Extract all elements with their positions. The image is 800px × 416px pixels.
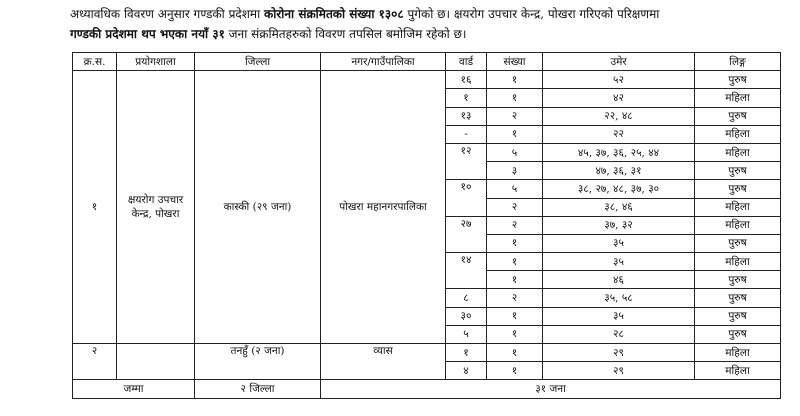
ward-cell: ४	[446, 362, 487, 380]
header-municipality: नगर/गाउँपालिका	[321, 53, 446, 71]
gender-cell: महिला	[695, 143, 781, 161]
ward-cell: १	[446, 89, 487, 107]
count-cell: १	[487, 307, 543, 325]
age-cell: ३५	[543, 307, 695, 325]
table-row	[73, 71, 781, 89]
header-count: संख्या	[487, 53, 543, 71]
count-cell: १	[487, 234, 543, 252]
group2-district: तनहुँ (२ जना)	[195, 344, 321, 380]
ward-cell: १	[446, 344, 487, 362]
age-cell: ३८, २७, ४८, ३७, ३०	[543, 180, 695, 198]
header-ward: वार्ड	[446, 53, 487, 71]
gender-cell: पुरुष	[695, 180, 781, 198]
count-cell: १	[487, 362, 543, 380]
count-cell: १	[487, 253, 543, 271]
age-cell: ४६	[543, 271, 695, 289]
count-cell: २	[487, 198, 543, 216]
gender-cell: पुरुष	[695, 71, 781, 89]
header-row	[73, 53, 781, 71]
header-gender: लिङ्ग	[695, 53, 781, 71]
count-cell: ३	[487, 162, 543, 180]
gender-cell: महिला	[695, 125, 781, 143]
age-cell: ४७, ३६, ३१	[543, 162, 695, 180]
intro-paragraph	[70, 4, 785, 44]
intro-text: जना संक्रमितहरुको विवरण तपसिल बमोजिम रहेको छ।	[224, 27, 467, 41]
ward-cell: १६	[446, 71, 487, 89]
age-cell: ५२	[543, 71, 695, 89]
cases-table	[72, 52, 781, 399]
ward-cell: ५	[446, 325, 487, 343]
count-cell: १	[487, 89, 543, 107]
group1-sn: १	[73, 71, 117, 344]
group2-municipality: व्यास	[321, 344, 446, 380]
table-row	[73, 344, 781, 362]
count-cell: ५	[487, 143, 543, 161]
gender-cell: पुरुष	[695, 271, 781, 289]
header-lab: प्रयोगशाला	[117, 53, 195, 71]
ward-cell: १४	[446, 253, 487, 289]
ward-cell: ३०	[446, 307, 487, 325]
age-cell: २८	[543, 325, 695, 343]
ward-cell: -	[446, 125, 487, 143]
age-cell: ३५	[543, 234, 695, 252]
count-cell: ५	[487, 180, 543, 198]
age-cell: २९	[543, 344, 695, 362]
gender-cell: पुरुष	[695, 325, 781, 343]
count-cell: १	[487, 125, 543, 143]
age-cell: २२, ४८	[543, 107, 695, 125]
ward-cell: ८	[446, 289, 487, 307]
header-district: जिल्ला	[195, 53, 321, 71]
group2-lab	[117, 344, 195, 380]
age-cell: ३५, ५८	[543, 289, 695, 307]
count-cell: १	[487, 325, 543, 343]
intro-bold-new: गण्डकी प्रदेशमा थप भएका नयाँ ३१	[70, 27, 225, 41]
header-sn: क्र.स.	[73, 53, 117, 71]
count-cell: १	[487, 344, 543, 362]
ward-cell: १०	[446, 180, 487, 216]
ward-cell: १२	[446, 143, 487, 179]
ward-cell: २७	[446, 216, 487, 252]
gender-cell: महिला	[695, 216, 781, 234]
header-age: उमेर	[543, 53, 695, 71]
intro-text: अध्यावधिक विवरण अनुसार गण्डकी प्रदेशमा	[70, 7, 265, 21]
count-cell: १	[487, 271, 543, 289]
count-cell: २	[487, 216, 543, 234]
age-cell: ३८, ४६	[543, 198, 695, 216]
intro-line-2	[70, 24, 785, 44]
age-cell: ४२	[543, 89, 695, 107]
gender-cell: महिला	[695, 362, 781, 380]
footer-label: जम्मा	[73, 380, 195, 398]
age-cell: २९	[543, 362, 695, 380]
gender-cell: महिला	[695, 89, 781, 107]
footer-districts: २ जिल्ला	[195, 380, 321, 398]
group1-district: कास्की (२९ जना)	[195, 71, 321, 344]
gender-cell: महिला	[695, 198, 781, 216]
age-cell: २२	[543, 125, 695, 143]
intro-text: पुगेको छ। क्षयरोग उपचार केन्द्र, पोखरा गरिएको परिक्षणमा	[403, 7, 660, 21]
age-cell: ३७, ३२	[543, 216, 695, 234]
age-cell: ४५, ३७, ३६, २५, ४४	[543, 143, 695, 161]
group2-sn: २	[73, 344, 117, 380]
count-cell: २	[487, 289, 543, 307]
gender-cell: महिला	[695, 344, 781, 362]
group1-municipality: पोखरा महानगरपालिका	[321, 71, 446, 344]
age-cell: ३५	[543, 253, 695, 271]
intro-line-1	[70, 4, 785, 24]
count-cell: १	[487, 71, 543, 89]
gender-cell: पुरुष	[695, 234, 781, 252]
footer-total: ३१ जना	[321, 380, 781, 398]
gender-cell: पुरुष	[695, 307, 781, 325]
gender-cell: पुरुष	[695, 107, 781, 125]
group1-lab: क्षयरोग उपचार केन्द्र, पोखरा	[117, 71, 195, 344]
footer-row	[73, 380, 781, 398]
gender-cell: पुरुष	[695, 289, 781, 307]
intro-bold-count: कोरोना संक्रमितको संख्या १३०८	[264, 7, 404, 21]
gender-cell: पुरुष	[695, 162, 781, 180]
ward-cell: १३	[446, 107, 487, 125]
gender-cell: महिला	[695, 253, 781, 271]
count-cell: २	[487, 107, 543, 125]
